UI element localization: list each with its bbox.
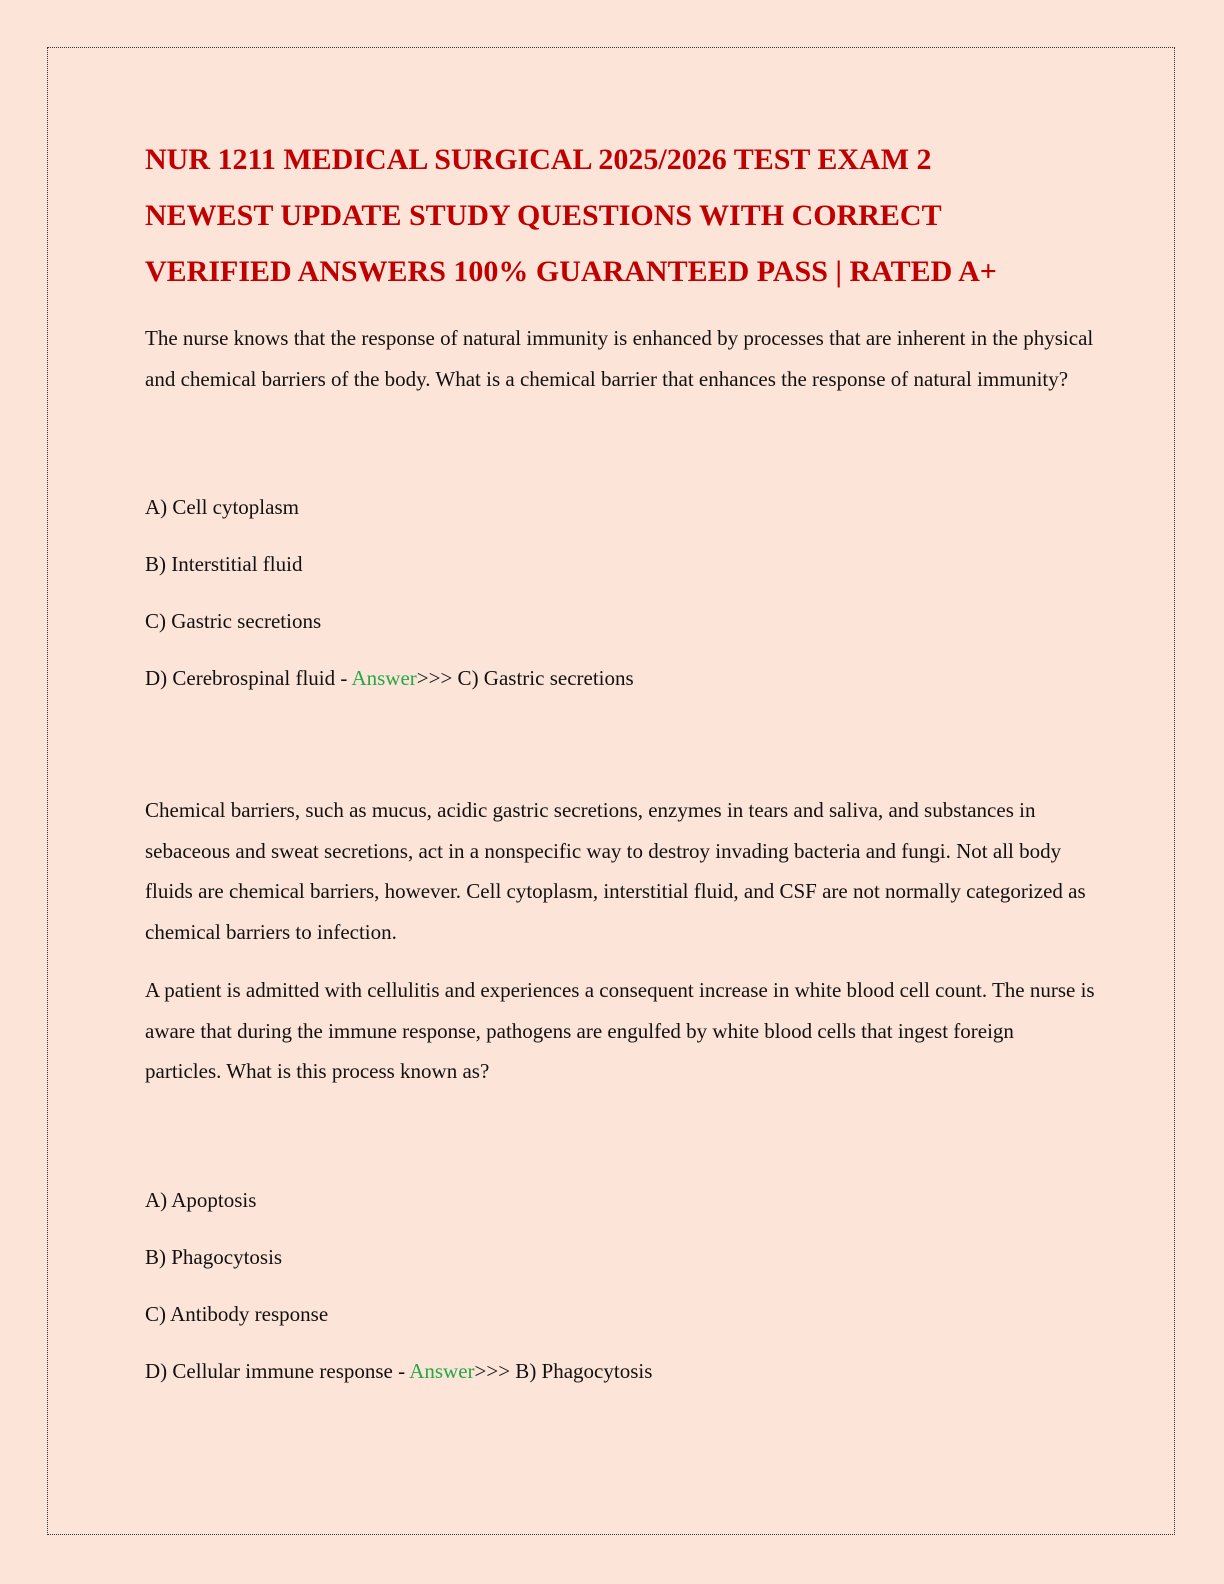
question-1-rationale: Chemical barriers, such as mucus, acidic gastric secretions, enzymes in tears and saliva, and substances in sebaceous and sweat secretions, act in a nonspecific way to destroy invading bacteria and fungi. Not all body fluids are chemical barriers, however. Cell cytoplasm, interstitial fluid, and CSF are not normally categorized as chemical barriers to infection. bbox=[145, 798, 1086, 944]
question-2-answer-text: >>> B) Phagocytosis bbox=[474, 1358, 653, 1383]
question-2-option-c: C) Antibody response bbox=[145, 1301, 329, 1326]
question-2-options bbox=[145, 1180, 1095, 1391]
question-1-answer-label: Answer bbox=[351, 666, 417, 690]
title-line-1: NUR 1211 MEDICAL SURGICAL 2025/2026 TEST EXAM 2 bbox=[145, 143, 932, 176]
question-2-option-b: B) Phagocytosis bbox=[145, 1244, 283, 1269]
question-2-answer-label: Answer bbox=[409, 1358, 475, 1383]
title-line-3: VERIFIED ANSWERS 100% GUARANTEED PASS | RATED A+ bbox=[145, 255, 997, 288]
document-title bbox=[145, 132, 1095, 300]
question-1-options bbox=[145, 487, 1095, 698]
question-2-option-d bbox=[145, 1351, 1095, 1391]
question-1-option-a: A) Cell cytoplasm bbox=[145, 495, 299, 519]
question-1-option-d-text: D) Cerebrospinal fluid - bbox=[145, 666, 352, 690]
document-body bbox=[145, 132, 1095, 1391]
question-1-option-c: C) Gastric secretions bbox=[145, 609, 322, 633]
question-1-answer-text: >>> C) Gastric secretions bbox=[416, 666, 634, 690]
question-2-option-d-text: D) Cellular immune response - bbox=[145, 1358, 410, 1383]
question-2-stem: A patient is admitted with cellulitis and experiences a consequent increase in white blood cell count. The nurse is aware that during the immune response, pathogens are engulfed by white blood cells that ingest foreign particles. What is this process known as? bbox=[145, 978, 1095, 1083]
question-1-option-d bbox=[145, 658, 1095, 698]
question-1-option-b: B) Interstitial fluid bbox=[145, 552, 303, 576]
question-1-stem: The nurse knows that the response of natural immunity is enhanced by processes that are inherent in the physical and chemical barriers of the body. What is a chemical barrier that enhances the response of natural immunity? bbox=[145, 326, 1094, 391]
title-line-2: NEWEST UPDATE STUDY QUESTIONS WITH CORRECT bbox=[145, 199, 942, 232]
question-2-option-a: A) Apoptosis bbox=[145, 1187, 257, 1212]
